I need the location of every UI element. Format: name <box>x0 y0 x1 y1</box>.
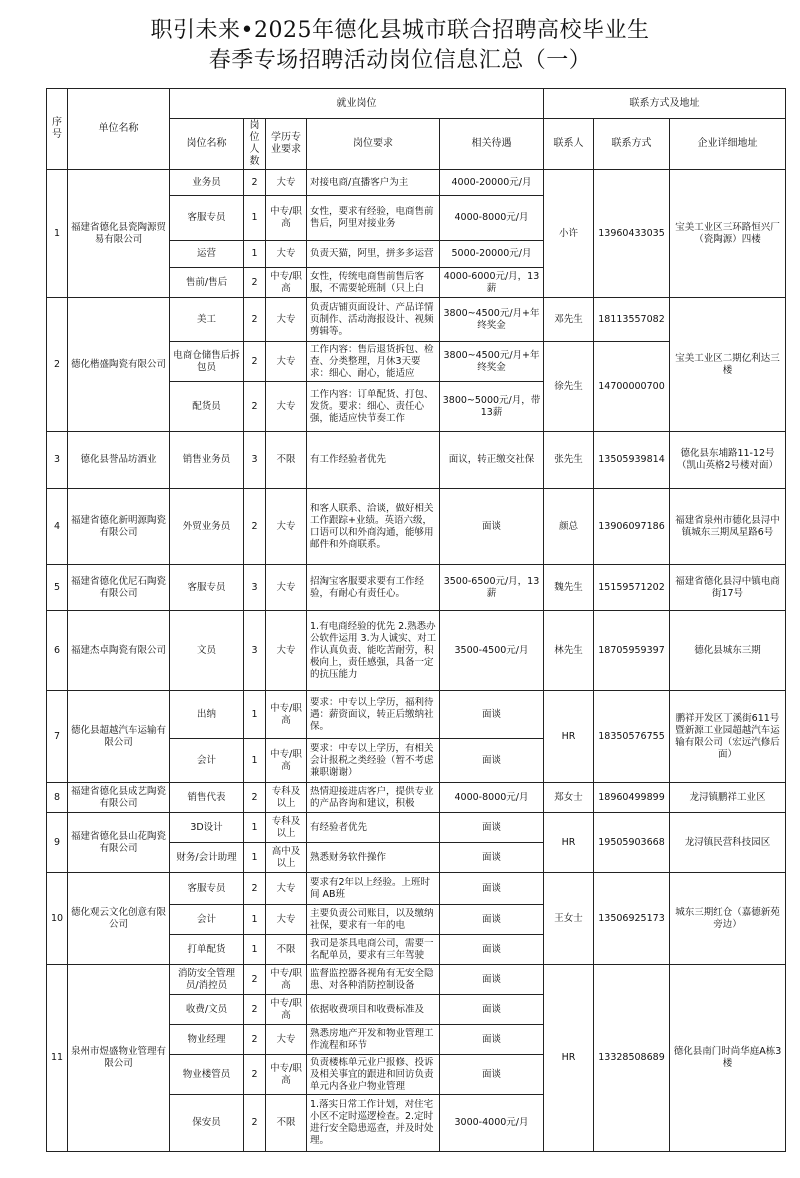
header-count: 岗位人数 <box>244 119 266 170</box>
requirement-text: 1.落实日常工作计划，对住宅小区不定时巡逻检查。2.定时进行安全隐患巡查，并及时处理。 <box>310 1099 434 1146</box>
requirement-cell <box>307 905 440 935</box>
seq-cell: 11 <box>47 965 68 1152</box>
count-cell: 2 <box>244 382 266 432</box>
contact-person-cell: 林先生 <box>544 611 594 691</box>
requirement-cell <box>307 691 440 739</box>
header-requirement: 岗位要求 <box>307 119 440 170</box>
education-cell: 大专 <box>266 565 307 611</box>
header-address: 企业详细地址 <box>670 119 786 170</box>
requirement-cell <box>307 935 440 965</box>
benefits-cell: 面谈 <box>440 995 544 1025</box>
phone-cell: 13906097186 <box>594 489 670 565</box>
education-cell: 大专 <box>266 342 307 382</box>
jobs-table <box>46 88 786 1152</box>
benefits-cell: 3800~4500元/月+年终奖金 <box>440 342 544 382</box>
count-cell: 2 <box>244 298 266 342</box>
header-position: 岗位名称 <box>170 119 244 170</box>
header-company: 单位名称 <box>68 89 170 170</box>
benefits-cell: 面谈 <box>440 905 544 935</box>
count-cell: 2 <box>244 783 266 813</box>
table-row <box>47 432 786 489</box>
requirement-cell <box>307 1055 440 1095</box>
address-cell: 福建省泉州市德化县浔中镇城东三期凤星路6号 <box>670 489 786 565</box>
requirement-text: 和客人联系、洽谈，做好相关工作跟踪+业绩。英语六级，口语可以和外商沟通，能够用邮件和外商联系。 <box>310 502 434 550</box>
requirement-cell: 有工作经验者优先 <box>307 432 440 489</box>
table-row <box>47 813 786 843</box>
table-row <box>47 170 786 196</box>
education-cell: 专科及以上 <box>266 783 307 813</box>
benefits-cell: 面谈 <box>440 1055 544 1095</box>
benefits-cell: 面谈 <box>440 813 544 843</box>
benefits-cell: 4000-8000元/月 <box>440 196 544 241</box>
contact-person-cell: 颜总 <box>544 489 594 565</box>
education-cell: 中专/职高 <box>266 995 307 1025</box>
requirement-cell <box>307 739 440 783</box>
requirement-cell: 招淘宝客服要求要有工作经验，有耐心有责任心。 <box>307 565 440 611</box>
requirement-cell <box>307 342 440 382</box>
seq-cell: 3 <box>47 432 68 489</box>
count-cell: 3 <box>244 565 266 611</box>
header-jobs-group: 就业岗位 <box>170 89 544 119</box>
page-title-line1: 职引未来•2025年德化县城市联合招聘高校毕业生 <box>150 18 650 43</box>
address-cell: 宝美工业区二期亿利达三楼 <box>670 298 786 432</box>
requirement-text: 依据收费项目和收费标准及 <box>310 1003 425 1015</box>
count-cell: 1 <box>244 691 266 739</box>
count-cell: 2 <box>244 489 266 565</box>
requirement-cell <box>307 196 440 241</box>
count-cell: 1 <box>244 196 266 241</box>
education-cell: 专科及以上 <box>266 813 307 843</box>
seq-cell: 2 <box>47 298 68 432</box>
contact-person-cell: 小许 <box>544 170 594 298</box>
phone-cell: 13505939814 <box>594 432 670 489</box>
position-cell: 配货员 <box>170 382 244 432</box>
phone-cell: 14700000700 <box>594 342 670 432</box>
position-cell: 物业楼管员 <box>170 1055 244 1095</box>
position-cell: 会计 <box>170 739 244 783</box>
position-cell: 客服专员 <box>170 565 244 611</box>
position-cell: 会计 <box>170 905 244 935</box>
address-cell: 宝美工业区三环路恒兴厂（瓷陶源）四楼 <box>670 170 786 298</box>
requirement-text: 女性，传统电商售前售后客服，不需要轮班制（只上白 <box>310 270 425 294</box>
company-name-cell: 德化县誉品坊酒业 <box>68 432 170 489</box>
address-cell: 城东三期红仓（嘉德新苑旁边） <box>670 873 786 965</box>
education-cell: 中专/职高 <box>266 965 307 995</box>
requirement-text: 负责楼栋单元业户报修、投诉及相关事宜的跟进和回访负责单元内各业户物业管理 <box>310 1056 434 1092</box>
education-cell: 中专/职高 <box>266 1055 307 1095</box>
position-cell: 业务员 <box>170 170 244 196</box>
header-benefits: 相关待遇 <box>440 119 544 170</box>
company-name-cell: 福建杰卓陶瓷有限公司 <box>68 611 170 691</box>
table-row <box>47 691 786 739</box>
table-row <box>47 298 786 342</box>
education-cell: 中专/职高 <box>266 691 307 739</box>
requirement-text: 主要负责公司账目，以及缴纳社保，要求有一年的电 <box>310 907 434 931</box>
company-name-cell: 福建省德化县山花陶瓷有限公司 <box>68 813 170 873</box>
requirement-text: 熟悉房地产开发和物业管理工作流程和环节 <box>310 1027 434 1051</box>
position-cell: 客服专员 <box>170 873 244 905</box>
benefits-cell: 4000-20000元/月 <box>440 170 544 196</box>
count-cell: 1 <box>244 241 266 268</box>
seq-cell: 4 <box>47 489 68 565</box>
count-cell: 2 <box>244 995 266 1025</box>
table-row <box>47 873 786 905</box>
benefits-cell: 面谈 <box>440 739 544 783</box>
seq-cell: 7 <box>47 691 68 783</box>
education-cell: 中专/职高 <box>266 196 307 241</box>
count-cell: 3 <box>244 432 266 489</box>
table-row <box>47 611 786 691</box>
requirement-cell: 有经验者优先 <box>307 813 440 843</box>
requirement-cell <box>307 873 440 905</box>
phone-cell: 15159571202 <box>594 565 670 611</box>
position-cell: 物业经理 <box>170 1025 244 1055</box>
benefits-cell: 面议，转正缴交社保 <box>440 432 544 489</box>
requirement-text: 我司是茶具电商公司，需要一名配单员，要求有三年驾驶 <box>310 937 434 961</box>
phone-cell: 18960499899 <box>594 783 670 813</box>
position-cell: 客服专员 <box>170 196 244 241</box>
benefits-cell: 面谈 <box>440 691 544 739</box>
benefits-cell: 面谈 <box>440 843 544 873</box>
count-cell: 2 <box>244 965 266 995</box>
requirement-cell <box>307 783 440 813</box>
education-cell: 大专 <box>266 170 307 196</box>
table-row <box>47 965 786 995</box>
count-cell: 1 <box>244 905 266 935</box>
contact-person-cell: 张先生 <box>544 432 594 489</box>
benefits-cell: 3500-4500元/月 <box>440 611 544 691</box>
contact-person-cell: 王女士 <box>544 873 594 965</box>
count-cell: 1 <box>244 813 266 843</box>
benefits-cell: 面谈 <box>440 935 544 965</box>
requirement-cell <box>307 268 440 298</box>
position-cell: 财务/会计助理 <box>170 843 244 873</box>
position-cell: 运营 <box>170 241 244 268</box>
benefits-cell: 4000-8000元/月 <box>440 783 544 813</box>
company-name-cell: 福建省德化优尼石陶瓷有限公司 <box>68 565 170 611</box>
requirement-cell <box>307 241 440 268</box>
education-cell: 大专 <box>266 1025 307 1055</box>
position-cell: 3D设计 <box>170 813 244 843</box>
phone-cell: 13960433035 <box>594 170 670 298</box>
education-cell: 不限 <box>266 1095 307 1152</box>
position-cell: 文员 <box>170 611 244 691</box>
requirement-cell <box>307 611 440 691</box>
company-name-cell: 福建省德化县瓷陶源贸易有限公司 <box>68 170 170 298</box>
requirement-cell <box>307 298 440 342</box>
contact-person-cell: 魏先生 <box>544 565 594 611</box>
position-cell: 销售代表 <box>170 783 244 813</box>
requirement-text: 1.有电商经验的优先 2.熟悉办公软件运用 3.为人诚实、对工作认真负责、能吃苦耐劳，积极向上，责任感强，具备一定的抗压能力 <box>310 620 437 680</box>
requirement-text: 要求：中专以上学历，福利待遇：薪资面议，转正后缴纳社保。 <box>310 696 434 732</box>
education-cell: 高中及以上 <box>266 843 307 873</box>
education-cell: 大专 <box>266 382 307 432</box>
address-cell: 鹏祥开发区丁溪街611号暨新源工业园超越汽车运输有限公司（宏远汽修后面） <box>670 691 786 783</box>
benefits-cell: 面谈 <box>440 965 544 995</box>
position-cell: 出纳 <box>170 691 244 739</box>
requirement-text: 监督监控器各视角有无安全隐患、对各种消防控制设备 <box>310 967 434 991</box>
header-contact-person: 联系人 <box>544 119 594 170</box>
count-cell: 2 <box>244 1095 266 1152</box>
count-cell: 1 <box>244 843 266 873</box>
contact-person-cell: HR <box>544 965 594 1152</box>
position-cell: 电商仓储售后拆包员 <box>170 342 244 382</box>
contact-person-cell: HR <box>544 691 594 783</box>
phone-cell: 13328508689 <box>594 965 670 1152</box>
position-cell: 美工 <box>170 298 244 342</box>
address-cell: 德化县城东三期 <box>670 611 786 691</box>
seq-cell: 1 <box>47 170 68 298</box>
count-cell: 2 <box>244 342 266 382</box>
table-row <box>47 489 786 565</box>
requirement-text: 负责店铺页面设计、产品详情页制作、活动海报设计、视频剪辑等。 <box>310 301 434 337</box>
contact-person-cell: HR <box>544 813 594 873</box>
requirement-text: 工作内容：售后退货拆包、检查、分类整理，月休3天要求：细心、耐心，能适应 <box>310 343 434 379</box>
requirement-text: 对接电商/直播客户为主 <box>310 176 409 188</box>
requirement-cell <box>307 382 440 432</box>
requirement-cell <box>307 995 440 1025</box>
address-cell: 德化县南门时尚华庭A栋3楼 <box>670 965 786 1152</box>
phone-cell: 18113557082 <box>594 298 670 342</box>
position-cell: 保安员 <box>170 1095 244 1152</box>
requirement-cell <box>307 170 440 196</box>
education-cell: 大专 <box>266 873 307 905</box>
requirement-cell <box>307 1025 440 1055</box>
position-cell: 售前/售后 <box>170 268 244 298</box>
benefits-cell: 面谈 <box>440 873 544 905</box>
benefits-cell: 面谈 <box>440 1025 544 1055</box>
education-cell: 大专 <box>266 611 307 691</box>
benefits-cell: 4000-6000元/月，13薪 <box>440 268 544 298</box>
company-name-cell: 德化楷盛陶瓷有限公司 <box>68 298 170 432</box>
benefits-cell: 5000-20000元/月 <box>440 241 544 268</box>
address-cell: 德化县东埔路11-12号（凯山英格2号楼对面） <box>670 432 786 489</box>
seq-cell: 9 <box>47 813 68 873</box>
position-cell: 打单配货 <box>170 935 244 965</box>
education-cell: 中专/职高 <box>266 739 307 783</box>
benefits-cell: 3000-4000元/月 <box>440 1095 544 1152</box>
count-cell: 1 <box>244 739 266 783</box>
education-cell: 大专 <box>266 241 307 268</box>
education-cell: 大专 <box>266 905 307 935</box>
benefits-cell: 3800~4500元/月+年终奖金 <box>440 298 544 342</box>
requirement-text: 女性，要求有经验，电商售前售后，阿里对接业务 <box>310 206 434 229</box>
benefits-cell: 3800~5000元/月，带13薪 <box>440 382 544 432</box>
phone-cell: 18350576755 <box>594 691 670 783</box>
count-cell: 1 <box>244 935 266 965</box>
education-cell: 不限 <box>266 432 307 489</box>
company-name-cell: 泉州市煜盛物业管理有限公司 <box>68 965 170 1152</box>
count-cell: 2 <box>244 170 266 196</box>
header-contact-group: 联系方式及地址 <box>544 89 786 119</box>
requirement-cell <box>307 1095 440 1152</box>
requirement-text: 工作内容：订单配货、打包、发货。要求：细心、责任心强，能适应快节奏工作 <box>310 388 434 424</box>
requirement-text: 负责天猫，阿里，拼多多运营 <box>310 248 434 259</box>
requirement-cell <box>307 489 440 565</box>
requirement-cell: 熟悉财务软件操作 <box>307 843 440 873</box>
seq-cell: 10 <box>47 873 68 965</box>
table-row <box>47 565 786 611</box>
position-cell: 外贸业务员 <box>170 489 244 565</box>
education-cell: 不限 <box>266 935 307 965</box>
count-cell: 2 <box>244 873 266 905</box>
company-name-cell: 福建省德化新明源陶瓷有限公司 <box>68 489 170 565</box>
count-cell: 2 <box>244 1025 266 1055</box>
phone-cell: 18705959397 <box>594 611 670 691</box>
position-cell: 消防安全管理员/消控员 <box>170 965 244 995</box>
requirement-text: 要求有2年以上经验。上班时间 AB班 <box>310 876 431 900</box>
seq-cell: 6 <box>47 611 68 691</box>
address-cell: 龙浔镇民营科技园区 <box>670 813 786 873</box>
contact-person-cell: 郑女士 <box>544 783 594 813</box>
benefits-cell: 面谈 <box>440 489 544 565</box>
header-seq: 序号 <box>47 89 68 170</box>
requirement-cell <box>307 965 440 995</box>
phone-cell: 13506925173 <box>594 873 670 965</box>
education-cell: 大专 <box>266 298 307 342</box>
count-cell: 3 <box>244 611 266 691</box>
requirement-text: 要求：中专以上学历，有相关会计报税之类经验（暂不考虑兼职谢谢） <box>310 742 434 778</box>
phone-cell: 19505903668 <box>594 813 670 873</box>
address-cell: 福建省德化县浔中镇电商街17号 <box>670 565 786 611</box>
seq-cell: 5 <box>47 565 68 611</box>
header-phone: 联系方式 <box>594 119 670 170</box>
education-cell: 中专/职高 <box>266 268 307 298</box>
education-cell: 大专 <box>266 489 307 565</box>
requirement-text: 热情迎接进店客户，提供专业的产品咨询和建议，积极 <box>310 785 434 809</box>
contact-person-cell: 徐先生 <box>544 342 594 432</box>
seq-cell: 8 <box>47 783 68 813</box>
company-name-cell: 德化观云文化创意有限公司 <box>68 873 170 965</box>
table-row <box>47 783 786 813</box>
count-cell: 2 <box>244 1055 266 1095</box>
benefits-cell: 3500-6500元/月，13薪 <box>440 565 544 611</box>
address-cell: 龙浔镇鹏祥工业区 <box>670 783 786 813</box>
page-title-line2: 春季专场招聘活动岗位信息汇总（一） <box>208 48 592 73</box>
company-name-cell: 福建省德化县成艺陶瓷有限公司 <box>68 783 170 813</box>
position-cell: 收费/文员 <box>170 995 244 1025</box>
count-cell: 2 <box>244 268 266 298</box>
header-education: 学历专业要求 <box>266 119 307 170</box>
position-cell: 销售业务员 <box>170 432 244 489</box>
company-name-cell: 德化县超越汽车运输有限公司 <box>68 691 170 783</box>
contact-person-cell: 邓先生 <box>544 298 594 342</box>
